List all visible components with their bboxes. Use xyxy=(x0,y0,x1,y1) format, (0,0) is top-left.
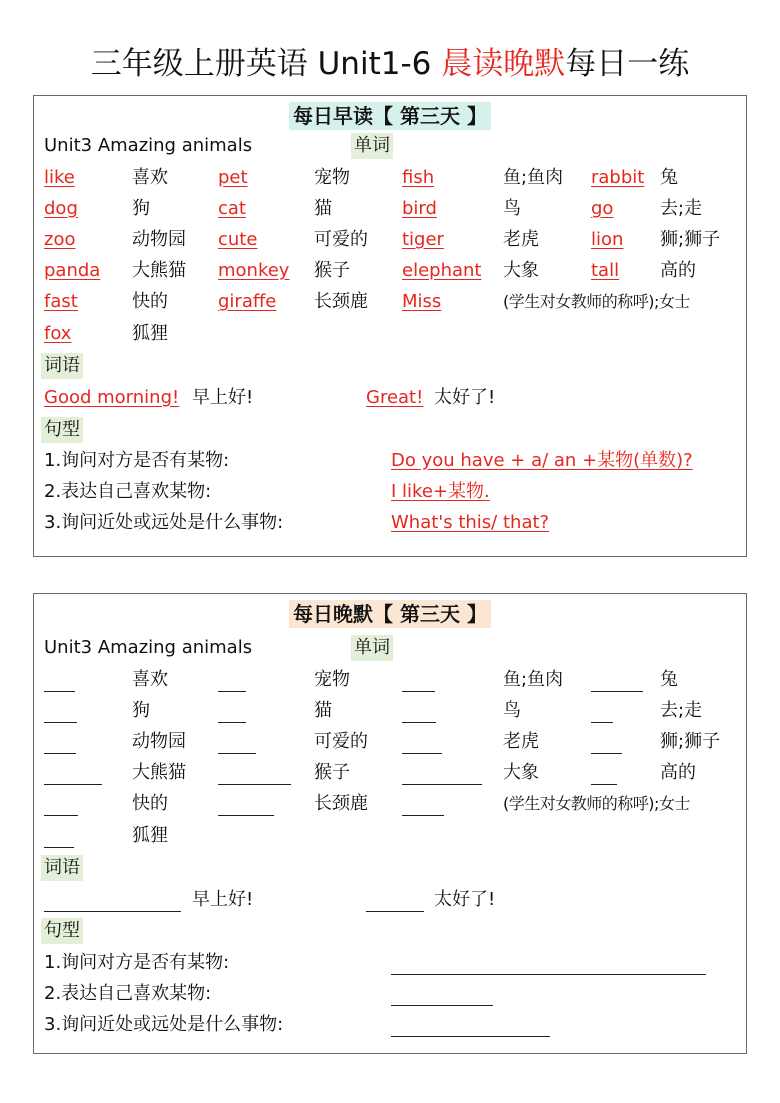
word-bird-meaning: 鸟 xyxy=(503,198,521,219)
evening-heading-text: 每日晚默【 第三天 】 xyxy=(289,600,491,628)
dict-meaning-fast: 快的 xyxy=(132,793,168,814)
answer-blank[interactable] xyxy=(402,691,435,692)
dict-meaning-pet: 宠物 xyxy=(314,669,350,690)
answer-blank[interactable] xyxy=(402,722,436,723)
word-go-meaning: 去;走 xyxy=(660,198,703,219)
word-rabbit: rabbit xyxy=(591,167,645,188)
word-zoo: zoo xyxy=(44,229,76,250)
dict-meaning-tall: 高的 xyxy=(660,762,696,783)
word-zoo-meaning: 动物园 xyxy=(132,229,186,250)
word-cat-meaning: 猫 xyxy=(314,198,332,219)
morning-unit-title: Unit3 Amazing animals xyxy=(44,135,253,156)
answer-blank[interactable] xyxy=(591,784,617,785)
word-monkey-meaning: 猴子 xyxy=(314,260,350,281)
answer-blank[interactable] xyxy=(391,974,706,975)
dict-meaning-rabbit: 兔 xyxy=(660,669,678,690)
dict-sentence-1-question: 1.询问对方是否有某物: xyxy=(44,952,230,973)
dict-meaning-zoo: 动物园 xyxy=(132,731,186,752)
answer-blank[interactable] xyxy=(44,722,77,723)
phrase-great: Great! xyxy=(366,387,424,408)
dict-meaning-bird: 鸟 xyxy=(503,700,521,721)
answer-blank[interactable] xyxy=(44,815,78,816)
morning-sentence-tag: 句型 xyxy=(41,417,83,443)
answer-blank[interactable] xyxy=(44,784,102,785)
word-giraffe: giraffe xyxy=(218,291,277,312)
evening-vocab-tag: 单词 xyxy=(351,635,393,661)
answer-blank[interactable] xyxy=(44,847,74,848)
sentence-1-answer: Do you have + a/ an +某物(单数)? xyxy=(391,450,693,471)
phrase-great-meaning: 太好了! xyxy=(434,387,496,408)
word-cute: cute xyxy=(218,229,258,250)
word-pet-meaning: 宠物 xyxy=(314,167,350,188)
dict-meaning-miss: (学生对女教师的称呼);女士 xyxy=(503,794,690,813)
answer-blank[interactable] xyxy=(44,911,181,912)
word-go: go xyxy=(591,198,614,219)
dict-meaning-elephant: 大象 xyxy=(503,762,539,783)
word-fast-meaning: 快的 xyxy=(132,291,168,312)
dict-meaning-go: 去;走 xyxy=(660,700,703,721)
dict-meaning-tiger: 老虎 xyxy=(503,731,539,752)
answer-blank[interactable] xyxy=(591,753,622,754)
answer-blank[interactable] xyxy=(402,784,482,785)
answer-blank[interactable] xyxy=(391,1005,493,1006)
morning-reading-panel xyxy=(33,95,747,557)
answer-blank[interactable] xyxy=(218,722,246,723)
answer-blank[interactable] xyxy=(402,815,444,816)
answer-blank[interactable] xyxy=(218,784,291,785)
morning-phrase-tag: 词语 xyxy=(41,353,83,379)
answer-blank[interactable] xyxy=(218,691,246,692)
morning-vocab-tag: 单词 xyxy=(351,133,393,159)
word-tiger: tiger xyxy=(402,229,444,250)
word-bird: bird xyxy=(402,198,437,219)
evening-unit-title: Unit3 Amazing animals xyxy=(44,637,253,658)
dict-meaning-fox: 狐狸 xyxy=(132,825,168,846)
word-dog-meaning: 狗 xyxy=(132,198,150,219)
page-title xyxy=(0,42,780,86)
phrase-good-morning-meaning: 早上好! xyxy=(192,387,254,408)
evening-dictation-panel xyxy=(33,593,747,1054)
answer-blank[interactable] xyxy=(591,691,643,692)
word-miss: Miss xyxy=(402,291,442,312)
dict-sentence-3-question: 3.询问近处或远处是什么事物: xyxy=(44,1014,284,1035)
word-lion: lion xyxy=(591,229,624,250)
word-like-meaning: 喜欢 xyxy=(132,167,168,188)
dict-meaning-giraffe: 长颈鹿 xyxy=(314,793,368,814)
dict-meaning-panda: 大熊猫 xyxy=(132,762,186,783)
answer-blank[interactable] xyxy=(218,753,256,754)
word-miss-meaning: (学生对女教师的称呼);女士 xyxy=(503,292,690,311)
answer-blank[interactable] xyxy=(218,815,274,816)
sentence-3-answer: What's this/ that? xyxy=(391,512,550,533)
dict-meaning-fish: 鱼;鱼肉 xyxy=(503,669,564,690)
sentence-1-question: 1.询问对方是否有某物: xyxy=(44,450,230,471)
word-cat: cat xyxy=(218,198,246,219)
answer-blank[interactable] xyxy=(366,911,424,912)
sentence-3-question: 3.询问近处或远处是什么事物: xyxy=(44,512,284,533)
word-fox-meaning: 狐狸 xyxy=(132,323,168,344)
dict-meaning-lion: 狮;狮子 xyxy=(660,731,721,752)
dict-meaning-cat: 猫 xyxy=(314,700,332,721)
word-like: like xyxy=(44,167,75,188)
dict-sentence-2-question: 2.表达自己喜欢某物: xyxy=(44,983,212,1004)
word-dog: dog xyxy=(44,198,78,219)
dict-phrase-great-meaning: 太好了! xyxy=(434,889,496,910)
dict-meaning-like: 喜欢 xyxy=(132,669,168,690)
dict-meaning-dog: 狗 xyxy=(132,700,150,721)
phrase-good-morning: Good morning! xyxy=(44,387,180,408)
word-panda: panda xyxy=(44,260,101,281)
word-pet: pet xyxy=(218,167,248,188)
word-elephant-meaning: 大象 xyxy=(503,260,539,281)
word-fast: fast xyxy=(44,291,78,312)
title-prefix: 三年级上册英语 Unit1-6 xyxy=(90,46,442,82)
word-panda-meaning: 大熊猫 xyxy=(132,260,186,281)
word-tall: tall xyxy=(591,260,620,281)
title-highlight: 晨读晚默 xyxy=(441,46,566,82)
answer-blank[interactable] xyxy=(44,691,75,692)
word-monkey: monkey xyxy=(218,260,290,281)
word-tall-meaning: 高的 xyxy=(660,260,696,281)
word-giraffe-meaning: 长颈鹿 xyxy=(314,291,368,312)
dict-meaning-cute: 可爱的 xyxy=(314,731,368,752)
sentence-2-question: 2.表达自己喜欢某物: xyxy=(44,481,212,502)
word-tiger-meaning: 老虎 xyxy=(503,229,539,250)
word-fish: fish xyxy=(402,167,435,188)
morning-heading-text: 每日早读【 第三天 】 xyxy=(289,102,491,130)
word-rabbit-meaning: 兔 xyxy=(660,167,678,188)
word-cute-meaning: 可爱的 xyxy=(314,229,368,250)
word-lion-meaning: 狮;狮子 xyxy=(660,229,721,250)
dict-phrase-good-morning-meaning: 早上好! xyxy=(192,889,254,910)
evening-heading xyxy=(34,597,746,631)
title-suffix: 每日一练 xyxy=(565,46,690,82)
answer-blank[interactable] xyxy=(402,753,442,754)
evening-sentence-tag: 句型 xyxy=(41,918,83,944)
answer-blank[interactable] xyxy=(591,722,613,723)
morning-heading xyxy=(34,99,746,133)
word-elephant: elephant xyxy=(402,260,482,281)
evening-phrase-tag: 词语 xyxy=(41,855,83,881)
answer-blank[interactable] xyxy=(44,753,76,754)
sentence-2-answer: I like+某物. xyxy=(391,481,490,502)
word-fox: fox xyxy=(44,323,72,344)
word-fish-meaning: 鱼;鱼肉 xyxy=(503,167,564,188)
answer-blank[interactable] xyxy=(391,1036,550,1037)
dict-meaning-monkey: 猴子 xyxy=(314,762,350,783)
